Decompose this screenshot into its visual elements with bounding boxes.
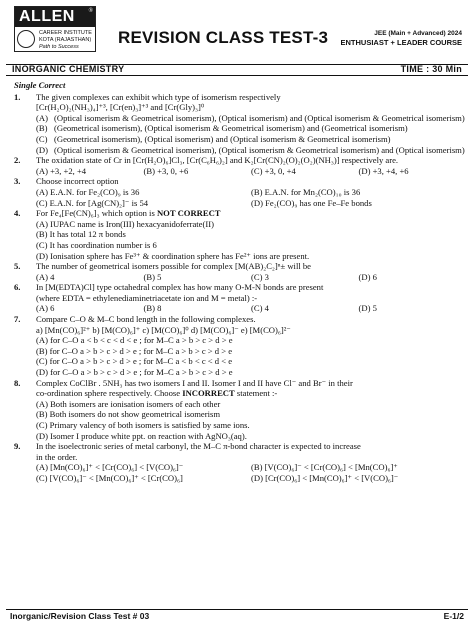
question-text: The number of geometrical isomers possible for complex [M(AB)₂C₂]ⁿ± will be [36, 261, 311, 272]
option: (C) +3, 0, +4 [251, 165, 296, 176]
question-text: in the order. [36, 451, 78, 462]
question-text: The oxidation state of Cr in [Cr(H₂O)₆]Cl₃, [Cr(C₆H₆)₂] and K₂[Cr(CN)₂(O)₂(O₂)(NH₃)] respectively are. [36, 155, 399, 166]
option [14, 251, 466, 262]
subject-label: INORGANIC CHEMISTRY [12, 64, 125, 74]
logo-sub2: KOTA (RAJASTHAN) [39, 37, 92, 43]
options-grid [14, 462, 466, 483]
option [14, 420, 466, 431]
option: (B) [V(CO)₆]⁻ < [Cr(CO)₆] < [Mn(CO)₆]⁺ [251, 462, 398, 473]
question-6 [14, 282, 466, 303]
question-3 [14, 176, 466, 187]
option: (C) [V(CO)₆]⁻ < [Mn(CO)₆]⁺ < [Cr(CO)₆] [36, 472, 183, 483]
logo-tagline: Path to Success [39, 44, 79, 50]
question-number: 8. [14, 377, 21, 388]
question-emphasis: NOT CORRECT [156, 208, 221, 219]
option [14, 399, 466, 410]
option [14, 123, 466, 134]
logo-sub1: CAREER INSTITUTE [39, 30, 92, 36]
option: (D) +3, +4, +6 [358, 165, 409, 176]
logo-registered: ® [88, 8, 93, 14]
question-text: In [M(EDTA)Cl] type octahedral complex has how many O-M-N bonds are present [36, 282, 324, 293]
option [14, 145, 466, 156]
exam-name: JEE (Main + Advanced) 2024 [374, 30, 462, 37]
option [14, 229, 466, 240]
question-text: (where EDTA = ethylenediaminetriacetate ion and M = metal) :- [36, 292, 258, 303]
option: (A) [Mn(CO)₆]⁺ < [Cr(CO)₆] < [V(CO)₆]⁻ [36, 462, 184, 473]
question-1 [14, 92, 466, 113]
option-text: (D) Isomer I produce white ppt. on reaction with AgNO₃(aq). [36, 430, 247, 441]
option: (D) Fe₂(CO)₉ has one Fe–Fe bonds [251, 197, 372, 208]
page-footer [6, 609, 468, 623]
option: (A) 6 [36, 303, 55, 314]
option-text: (A) Both isomers are ionisation isomers of each other [36, 398, 221, 409]
option [14, 431, 466, 442]
option-text: (C) It has coordination number is 6 [36, 239, 157, 250]
option [14, 240, 466, 251]
option [14, 367, 466, 378]
option [14, 113, 466, 124]
option: (B) +3, 0, +6 [143, 165, 189, 176]
option [14, 219, 466, 230]
option: (C) E.A.N. for [Ag(CN)₂]⁻ is 54 [36, 197, 149, 208]
option-text: (A) for C–O a < b < c < d < e ; for M–C a > b > c > d > e [36, 335, 233, 346]
subject-bar [6, 64, 468, 76]
option: (A) E.A.N. for Fe₂(CO)₉ is 36 [36, 186, 140, 197]
option: (D) 5 [358, 303, 377, 314]
question-text: statement :- [234, 388, 278, 399]
option-text: (B) for C–O a > b > c > d > e ; for M–C a > b > c > d > e [36, 345, 233, 356]
question-text: co-ordination sphere respectively. Choose [36, 388, 183, 399]
question-number: 3. [14, 176, 21, 187]
question-9 [14, 441, 466, 462]
question-4 [14, 208, 466, 219]
question-2 [14, 155, 466, 166]
question-text: For Fe₄[Fe(CN)₆]₃ which option is [36, 208, 157, 219]
question-text: [Cr(H₂O)₂(NH₃)₄]⁺³, [Cr(en)₃]⁺³ and [Cr(Gly)₃]⁰ [36, 102, 205, 113]
options-row [14, 272, 466, 283]
question-number: 7. [14, 314, 21, 325]
option-text: (B) It has total 12 π bonds [36, 229, 126, 240]
complex-list [14, 325, 466, 336]
option-label: (A) [36, 112, 48, 123]
question-number: 1. [14, 91, 21, 102]
option-text: (B) Both isomers do not show geometrical isomerism [36, 409, 221, 420]
option: (C) 4 [251, 303, 269, 314]
page-title: REVISION CLASS TEST-3 [118, 28, 329, 47]
question-7 [14, 314, 466, 325]
exam-info [341, 30, 462, 48]
option: (C) 3 [251, 271, 269, 282]
question-number: 5. [14, 261, 21, 272]
page-number: E-1/2 [443, 611, 464, 621]
option [14, 356, 466, 367]
question-text: Compare C–O & M–C bond length in the following complexes. [36, 314, 256, 325]
options-grid [14, 187, 466, 208]
question-number: 9. [14, 441, 21, 452]
option [14, 134, 466, 145]
question-8 [14, 378, 466, 399]
question-text: Complex CoClBr . 5NH₃ has two isomers I and II. Isomer I and II have Cl⁻ and Br⁻ in their [36, 377, 353, 388]
question-text: The given complexes can exhibit which type of isomerism respectively [36, 91, 281, 102]
option: (D) 6 [358, 271, 377, 282]
question-number: 2. [14, 155, 21, 166]
question-emphasis: INCORRECT [182, 388, 235, 399]
question-number: 6. [14, 282, 21, 293]
option-text: (A) IUPAC name is Iron(III) hexacyanidoferrate(II) [36, 218, 214, 229]
question-number: 4. [14, 208, 21, 219]
question-text: In the isoelectronic series of metal carbonyl, the M–C π-bond character is expected to increase [36, 441, 361, 452]
complex-list-text: a) [Mn(CO)₆]²⁺ b) [M(CO)₆]⁺ c) [M(CO)₆]⁰ d) [M(CO)₆]⁻ e) [M(CO)₆]²⁻ [36, 324, 291, 335]
allen-logo [14, 6, 96, 52]
option [14, 346, 466, 357]
option-text: (Geometrical isomerism), (Optical isomerism) and (Optical isomerism & Geometrical isomerism) [54, 133, 391, 144]
option-text: (Optical isomerism & Geometrical isomerism), (Optical isomerism) and (Optical isomerism & Geometrical isomerism) [54, 112, 465, 123]
option [14, 335, 466, 346]
options-row [14, 303, 466, 314]
footer-left: Inorganic/Revision Class Test # 03 [10, 611, 150, 621]
option: (A) +3, +2, +4 [36, 165, 87, 176]
logo-emblem-icon [17, 30, 35, 48]
option-text: (C) for C–O a > b > c > d > e ; for M–C a < b < c < d < e [36, 356, 233, 367]
option-label: (B) [36, 123, 48, 134]
option-text: (D) Ionisation sphere has Fe³⁺ & coordination sphere has Fe²⁺ ions are present. [36, 250, 310, 261]
course-name: ENTHUSIAST + LEADER COURSE [340, 38, 462, 47]
option-text: (Optical isomerism & Geometrical isomerism), (Optical isomerism & Geometrical isomerism) and (Optical isomerism) [54, 144, 465, 155]
section-heading: Single Correct [14, 80, 66, 90]
option: (A) 4 [36, 271, 55, 282]
logo-text: ALLEN [15, 7, 95, 27]
option: (B) E.A.N. for Mn₂(CO)₁₀ is 36 [251, 186, 361, 197]
question-5 [14, 261, 466, 272]
option-text: (Geometrical isomerism), (Optical isomerism & Geometrical isomerism) and (Geometrical isomerism) [54, 123, 408, 134]
questions [14, 80, 466, 484]
option-label: (D) [36, 144, 48, 155]
option: (B) 5 [143, 271, 162, 282]
page-header [0, 0, 474, 64]
option: (D) [Cr(CO)₆] < [Mn(CO)₆]⁺ < [V(CO)₆]⁻ [251, 472, 399, 483]
option: (B) 8 [143, 303, 162, 314]
option-text: (C) Primary valency of both isomers is satisfied by same ions. [36, 420, 250, 430]
option-label: (C) [36, 133, 48, 144]
time-label: TIME : 30 Min [400, 64, 462, 74]
options-row [14, 166, 466, 177]
option [14, 409, 466, 420]
option-text: (D) for C–O a > b > c > d > e ; for M–C a > b > c > d > e [36, 367, 233, 378]
question-text: Choose incorrect option [36, 176, 119, 187]
